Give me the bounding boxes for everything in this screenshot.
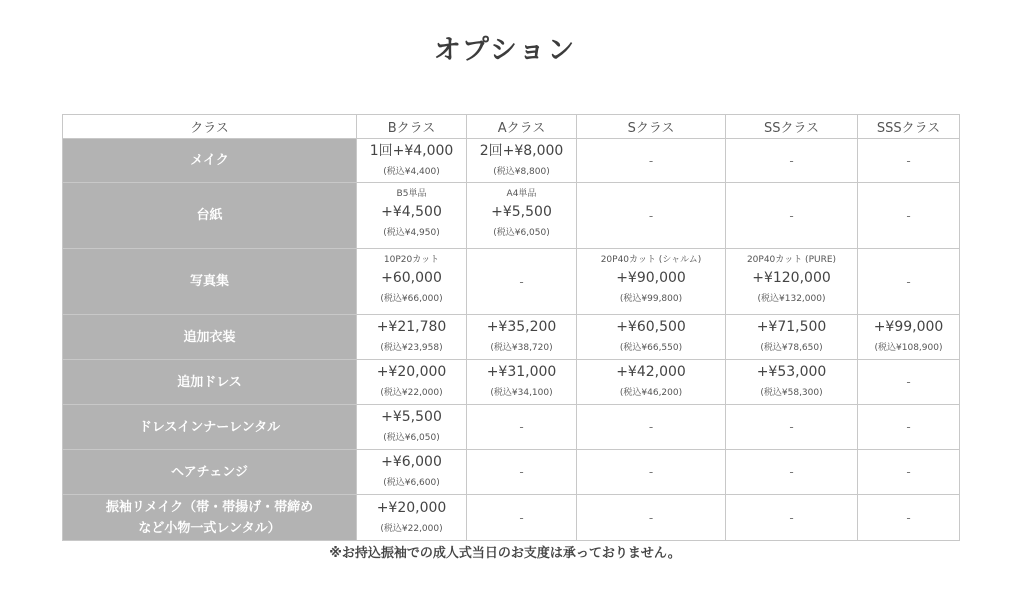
- table-row: [63, 405, 960, 450]
- row-label-line: 写真集: [189, 274, 229, 289]
- price-value: +¥90,000: [616, 270, 686, 286]
- not-available-dash: -: [789, 208, 794, 223]
- not-available-dash: -: [648, 153, 654, 168]
- row-label: [63, 405, 357, 450]
- table-row: [63, 450, 960, 495]
- price-cell: [357, 450, 467, 495]
- tax-included-price: (税込¥23,958): [380, 343, 443, 353]
- not-available-dash: -: [906, 465, 911, 479]
- price-cell: [858, 139, 960, 183]
- price-cell: [357, 183, 467, 249]
- price-cell: [858, 183, 960, 249]
- option-price-table: [62, 114, 960, 541]
- price-value: +¥99,000: [873, 319, 944, 335]
- tax-included-price: (税込¥6,050): [493, 228, 550, 238]
- price-cell: [726, 249, 858, 315]
- price-cell: [577, 405, 726, 450]
- not-available-dash: -: [789, 420, 794, 434]
- price-cell: [858, 360, 960, 405]
- price-cell: [726, 183, 858, 249]
- tax-included-price: (税込¥66,550): [619, 343, 683, 353]
- price-value: +¥20,000: [376, 364, 447, 380]
- row-label-line: 追加ドレス: [177, 374, 242, 390]
- table-row: [63, 315, 960, 360]
- not-available-dash: -: [906, 208, 911, 223]
- price-cell: [858, 450, 960, 495]
- price-value: +60,000: [381, 270, 442, 286]
- header-b-class: Bクラス: [357, 115, 467, 139]
- not-available-dash: -: [648, 208, 654, 223]
- price-cell: [858, 495, 960, 541]
- price-cell: [577, 450, 726, 495]
- tax-included-price: (税込¥46,200): [619, 388, 683, 398]
- not-available-dash: -: [906, 510, 911, 525]
- tax-included-price: (税込¥58,300): [760, 388, 823, 398]
- row-label-line: ドレスインナーレンタル: [138, 419, 281, 435]
- tax-included-price: (税込¥78,650): [760, 343, 823, 353]
- price-note: 10P20カット: [383, 255, 440, 265]
- price-cell: [467, 450, 577, 495]
- not-available-dash: -: [906, 375, 911, 389]
- row-label-line: 追加衣装: [183, 329, 236, 345]
- price-cell: [357, 360, 467, 405]
- price-cell: [467, 495, 577, 541]
- price-value: +¥4,500: [381, 204, 442, 220]
- price-cell: [726, 360, 858, 405]
- row-label: [63, 183, 357, 249]
- price-value: +¥42,000: [616, 364, 686, 380]
- price-cell: [858, 249, 960, 315]
- header-sss-class: SSSクラス: [858, 115, 960, 139]
- tax-included-price: (税込¥6,600): [383, 478, 440, 488]
- price-note: 20P40カット (シャルム): [600, 255, 702, 265]
- price-value: +¥31,000: [486, 364, 557, 380]
- tax-included-price: (税込¥6,050): [383, 433, 440, 443]
- price-value: 2回+¥8,000: [479, 142, 564, 159]
- price-value: +¥5,500: [491, 204, 552, 220]
- header-ss-class: SSクラス: [726, 115, 858, 139]
- tax-included-price: (税込¥66,000): [380, 294, 443, 304]
- price-value: +¥60,500: [616, 319, 686, 335]
- price-cell: [467, 405, 577, 450]
- not-available-dash: -: [906, 274, 911, 289]
- price-value: +¥21,780: [376, 319, 447, 335]
- not-available-dash: -: [519, 274, 524, 289]
- not-available-dash: -: [519, 465, 524, 479]
- price-note: 20P40カット (PURE): [746, 255, 837, 265]
- price-cell: [726, 139, 858, 183]
- not-available-dash: -: [648, 510, 654, 525]
- price-value: +¥35,200: [486, 319, 557, 335]
- price-value: +¥20,000: [376, 499, 447, 516]
- price-value: +¥6,000: [381, 454, 442, 470]
- row-label: [63, 450, 357, 495]
- price-cell: [858, 315, 960, 360]
- tax-included-price: (税込¥38,720): [490, 343, 553, 353]
- price-cell: [467, 249, 577, 315]
- header-a-class: Aクラス: [467, 115, 577, 139]
- row-label-line: 台紙: [196, 208, 223, 223]
- price-cell: [726, 450, 858, 495]
- price-cell: [467, 183, 577, 249]
- row-label-line: 振袖リメイク（帯・帯揚げ・帯締め: [105, 499, 314, 515]
- price-value: +¥120,000: [752, 270, 831, 286]
- price-cell: [467, 315, 577, 360]
- row-label-line: など小物一式レンタル）: [138, 520, 281, 536]
- price-note: A4単品: [506, 189, 537, 199]
- not-available-dash: -: [789, 510, 794, 525]
- price-value: 1回+¥4,000: [369, 142, 454, 159]
- tax-included-price: (税込¥132,000): [757, 294, 826, 304]
- not-available-dash: -: [906, 153, 911, 168]
- tax-included-price: (税込¥8,800): [493, 166, 550, 177]
- price-cell: [357, 315, 467, 360]
- row-label: [63, 495, 357, 541]
- price-cell: [858, 405, 960, 450]
- price-cell: [726, 315, 858, 360]
- tax-included-price: (税込¥34,100): [490, 388, 553, 398]
- price-cell: [577, 360, 726, 405]
- table-header-row: [63, 115, 960, 139]
- page-title: オプション: [433, 35, 577, 66]
- table-row: [63, 139, 960, 183]
- tax-included-price: (税込¥22,000): [380, 388, 443, 398]
- not-available-dash: -: [789, 465, 794, 479]
- price-cell: [577, 139, 726, 183]
- tax-included-price: (税込¥99,800): [619, 294, 683, 304]
- price-cell: [726, 495, 858, 541]
- not-available-dash: -: [648, 465, 654, 479]
- not-available-dash: -: [519, 420, 524, 434]
- header-s-class: Sクラス: [577, 115, 726, 139]
- table-row: [63, 249, 960, 315]
- row-label-line: ヘアチェンジ: [171, 464, 248, 480]
- table-row: [63, 183, 960, 249]
- price-cell: [577, 315, 726, 360]
- price-cell: [357, 495, 467, 541]
- price-cell: [577, 249, 726, 315]
- price-cell: [467, 360, 577, 405]
- price-cell: [726, 405, 858, 450]
- price-cell: [577, 495, 726, 541]
- not-available-dash: -: [519, 510, 524, 525]
- row-label: [63, 249, 357, 315]
- tax-included-price: (税込¥4,400): [383, 166, 440, 177]
- row-label: [63, 360, 357, 405]
- price-value: +¥53,000: [756, 364, 827, 380]
- price-cell: [357, 139, 467, 183]
- not-available-dash: -: [789, 153, 794, 168]
- price-value: +¥71,500: [756, 319, 827, 335]
- table-row: [63, 360, 960, 405]
- tax-included-price: (税込¥4,950): [383, 228, 440, 238]
- tax-included-price: (税込¥108,900): [874, 343, 943, 353]
- price-cell: [357, 405, 467, 450]
- footnote: ※お持込振袖での成人式当日のお支度は承っておりません。: [329, 546, 681, 561]
- header-class: クラス: [63, 115, 357, 139]
- row-label: [63, 139, 357, 183]
- price-cell: [357, 249, 467, 315]
- table-body: [63, 139, 960, 541]
- not-available-dash: -: [906, 420, 911, 434]
- price-note: B5単品: [396, 189, 427, 199]
- price-value: +¥5,500: [381, 409, 442, 425]
- not-available-dash: -: [648, 420, 654, 434]
- row-label: [63, 315, 357, 360]
- tax-included-price: (税込¥22,000): [380, 523, 443, 534]
- price-cell: [577, 183, 726, 249]
- table-row: [63, 495, 960, 541]
- row-label-line: メイク: [190, 153, 229, 168]
- price-cell: [467, 139, 577, 183]
